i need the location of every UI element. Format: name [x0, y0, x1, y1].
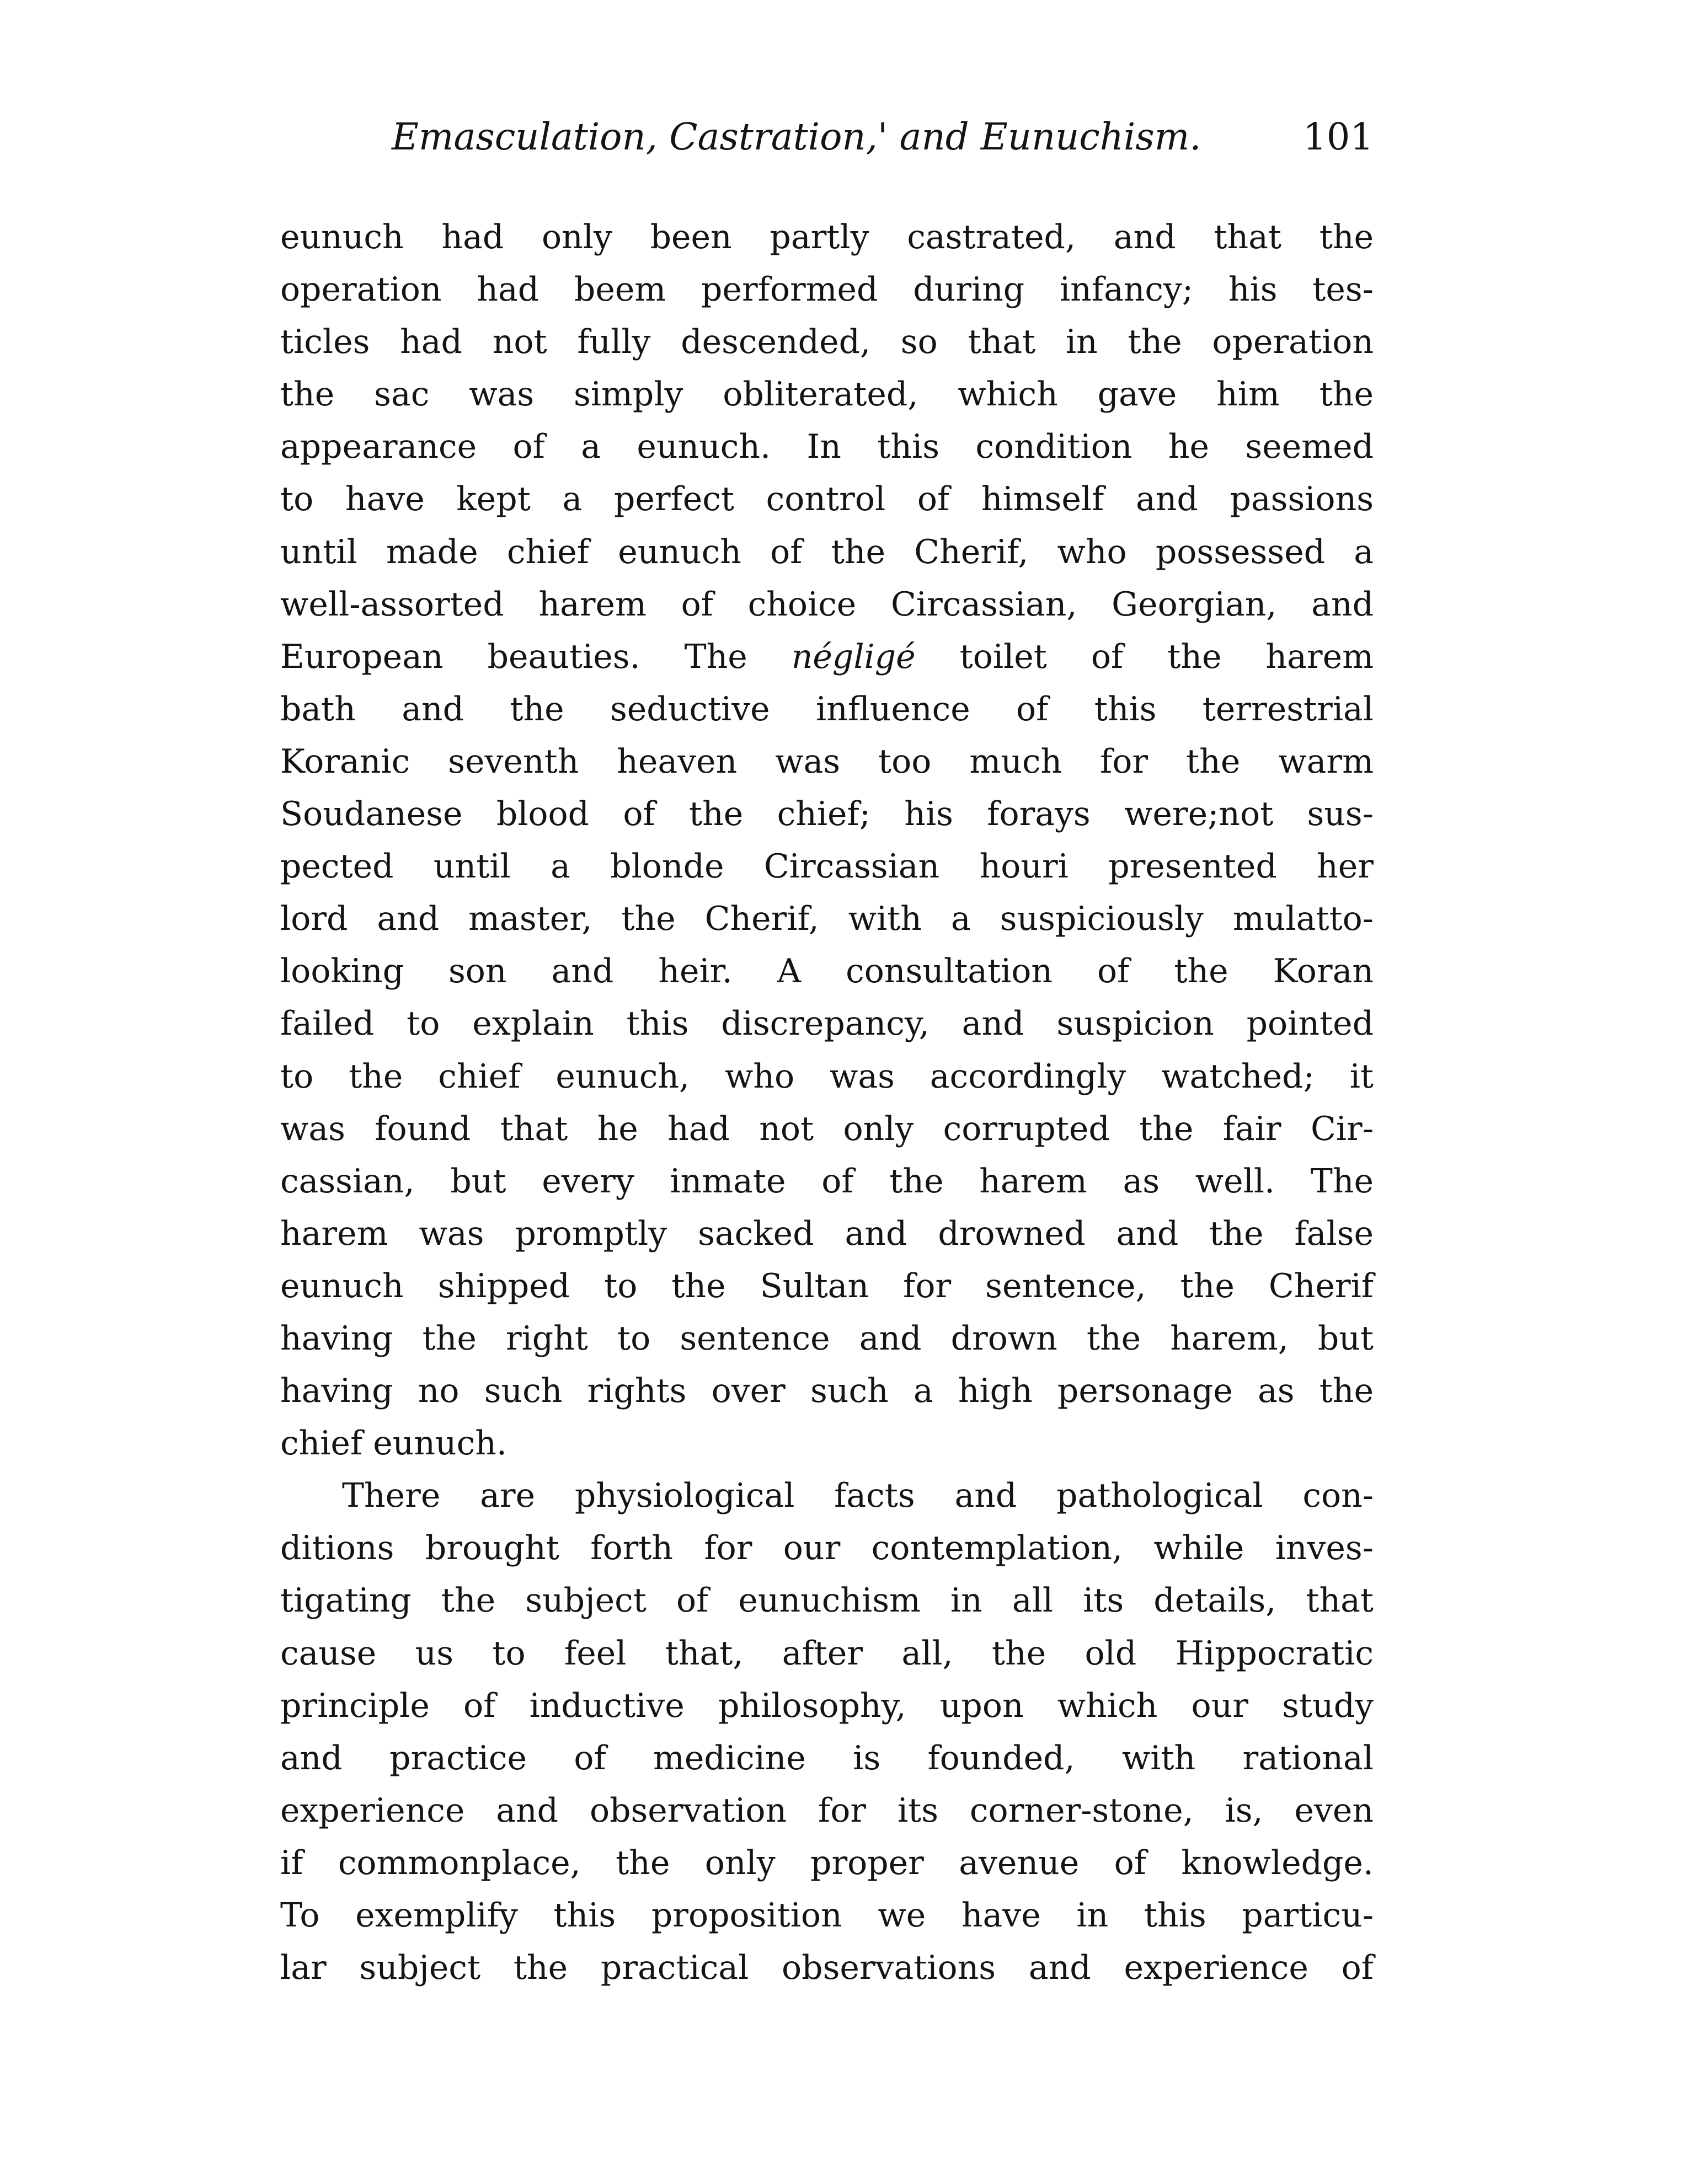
text-line: until made chief eunuch of the Cherif, who possessed a: [280, 532, 1374, 571]
text-line: bath and the seductive influence of this terrestrial: [280, 689, 1374, 729]
text-line: principle of inductive philosophy, upon which our study: [280, 1686, 1374, 1725]
text-line: having the right to sentence and drown the harem, but: [280, 1319, 1374, 1358]
text-line: to have kept a perfect control of himself and passions: [280, 480, 1374, 519]
text-line: tigating the subject of eunuchism in all its details, that: [280, 1581, 1374, 1620]
text-line: having no such rights over such a high personage as the: [280, 1372, 1374, 1411]
running-title: Emasculation, Castration,' and Eunuchism.: [392, 115, 1201, 158]
text-line: To exemplify this proposition we have in this particu-: [280, 1896, 1374, 1935]
text-line: lar subject the practical observations and experience of: [280, 1949, 1374, 1988]
text-line: pected until a blonde Circassian houri presented her: [280, 847, 1374, 886]
text-line: to the chief eunuch, who was accordingly watched; it: [280, 1057, 1374, 1096]
text-line: Soudanese blood of the chief; his forays were;not sus-: [280, 795, 1374, 834]
text-line: looking son and heir. A consultation of the Koran: [280, 952, 1374, 991]
text-line: the sac was simply obliterated, which gave him the: [280, 375, 1374, 414]
text-line: Koranic seventh heaven was too much for the warm: [280, 742, 1374, 781]
italic-word: négligé: [791, 637, 916, 676]
text-segment: European beauties. The: [280, 637, 792, 676]
text-line: if commonplace, the only proper avenue of knowledge.: [280, 1843, 1374, 1882]
body-text: [280, 211, 1374, 1994]
text-line: appearance of a eunuch. In this condition he seemed: [280, 427, 1374, 467]
running-head: [392, 109, 1374, 164]
text-line: cause us to feel that, after all, the old Hippocratic: [280, 1634, 1374, 1673]
text-segment: toilet of the harem: [915, 637, 1374, 676]
paragraph-1: [280, 211, 1374, 1470]
text-line: lord and master, the Cherif, with a suspiciously mulatto-: [280, 900, 1374, 939]
text-line-with-italic: [280, 631, 1374, 683]
paragraph-2: [280, 1470, 1374, 1994]
text-line: eunuch had only been partly castrated, and that the: [280, 218, 1374, 256]
text-line: eunuch shipped to the Sultan for sentence, the Cherif: [280, 1266, 1374, 1305]
text-line: failed to explain this discrepancy, and suspicion pointed: [280, 1004, 1374, 1043]
text-line: harem was promptly sacked and drowned and the false: [280, 1214, 1374, 1253]
text-line: experience and observation for its corner-stone, is, even: [280, 1791, 1374, 1830]
text-line: well-assorted harem of choice Circassian, Georgian, and: [280, 585, 1374, 624]
text-line: There are physiological facts and pathological con-: [342, 1476, 1374, 1516]
text-line: operation had beem performed during infancy; his tes-: [280, 270, 1374, 309]
text-line: ditions brought forth for our contemplation, while inves-: [280, 1529, 1374, 1568]
text-line: and practice of medicine is founded, with rational: [280, 1738, 1374, 1778]
text-line: was found that he had not only corrupted the fair Cir-: [280, 1109, 1374, 1148]
text-line: ticles had not fully descended, so that in the operation: [280, 323, 1374, 362]
text-line: cassian, but every inmate of the harem as well. The: [280, 1161, 1374, 1201]
page-number: 101: [1303, 115, 1374, 158]
text-line: chief eunuch.: [280, 1424, 507, 1463]
